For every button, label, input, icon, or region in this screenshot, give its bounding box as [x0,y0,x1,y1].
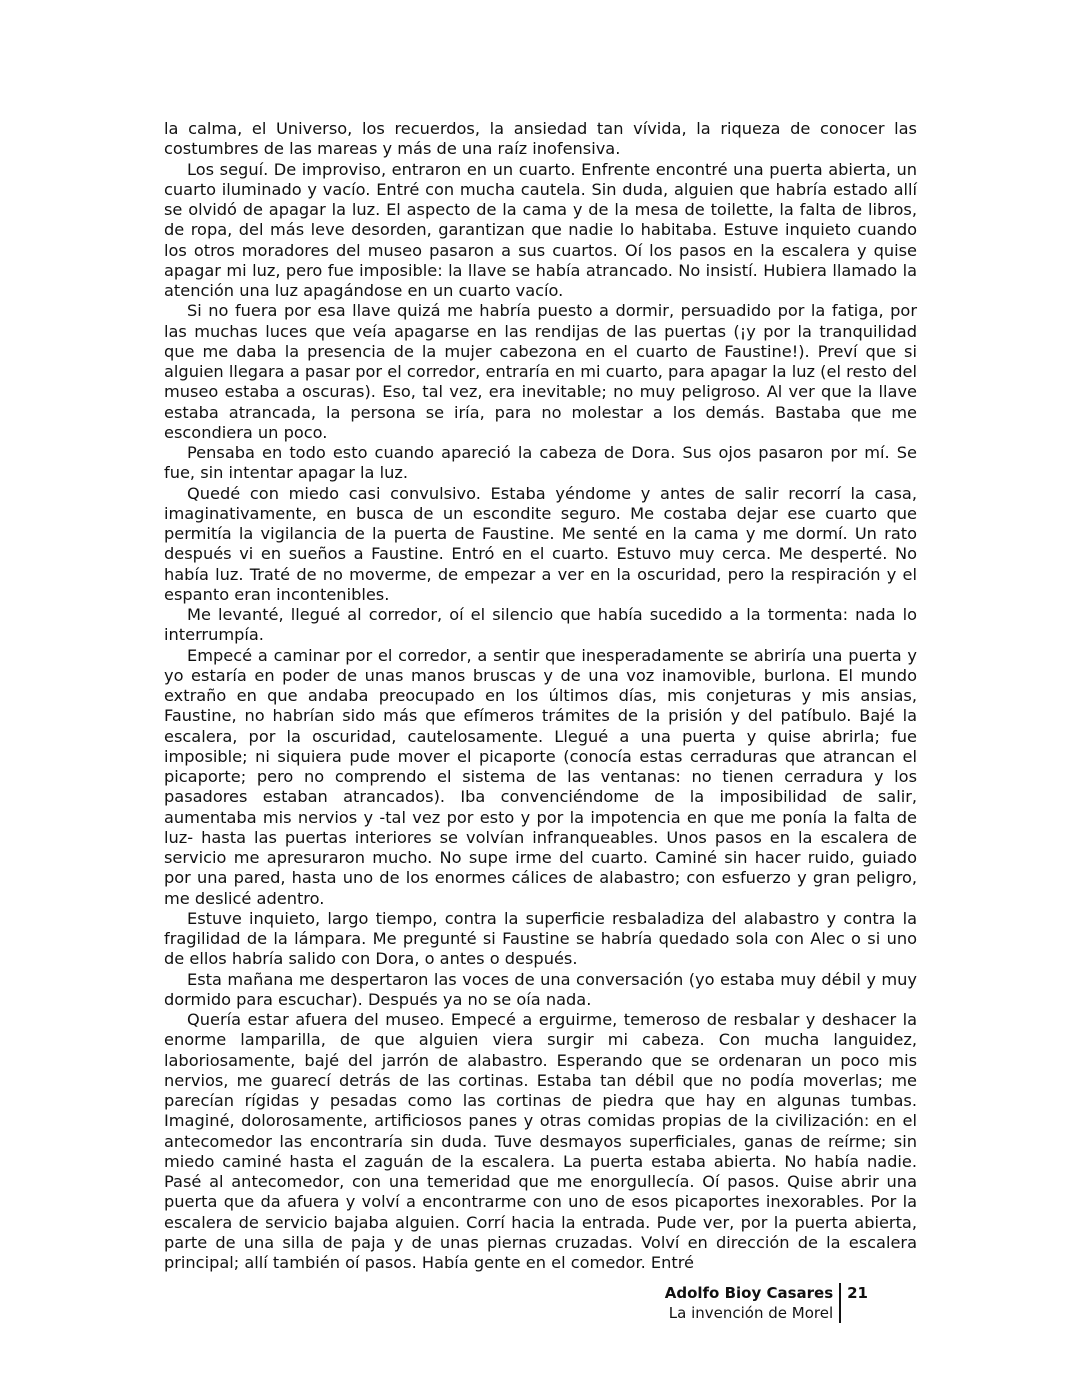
paragraph-9: Esta mañana me despertaron las voces de una conversación (yo estaba muy débil y muy dormido para escuchar). Después ya no se oía nada. [164,969,917,1009]
footer-book-title: La invención de Morel [668,1304,834,1322]
paragraph-3: Si no fuera por esa llave quizá me habría puesto a dormir, persuadido por la fatiga, por las muchas luces que veía apagarse en las rendijas de las puertas (¡y por la tranquilidad que me daba la presencia de la mujer cabezona en el cuarto de Faustine!). Preví que si alguien llegara a pasar por el corredor, entraría en mi cuarto, para apagar la luz (el resto del museo estaba a oscuras). Eso, tal vez, era inevitable; no muy peligroso. Al ver que la llave estaba atrancada, la persona se iría, para no molestar a los demás. Bastaba que me escondiera un poco. [164,301,917,442]
paragraph-5: Quedé con miedo casi convulsivo. Estaba yéndome y antes de salir recorrí la casa, imaginativamente, en busca de un escondite seguro. Me costaba dejar ese cuarto que permitía la vigilancia de la puerta de Faustine. Me senté en la cama y me dormí. Un rato después vi en sueños a Faustine. Entró en el cuarto. Estuvo muy cerca. Me desperté. No había luz. Traté de no moverme, de empezar a ver en la oscuridad, pero la respiración y el espanto eran incontenibles. [164,483,917,604]
page-footer [665,1283,868,1323]
paragraph-4: Pensaba en todo esto cuando apareció la cabeza de Dora. Sus ojos pasaron por mí. Se fue, sin intentar apagar la luz. [164,443,917,483]
paragraph-6: Me levanté, llegué al corredor, oí el silencio que había sucedido a la tormenta: nada lo interrumpía. [164,605,917,645]
paragraph-10: Quería estar afuera del museo. Empecé a erguirme, temeroso de resbalar y deshacer la enorme lamparilla, de que alguien viera surgir mi cabeza. Con mucha languidez, laboriosamente, bajé del jarrón de alabastro. Esperando que se ordenaran un poco mis nervios, me guarecí detrás de las cortinas. Estaba tan débil que no podía moverlas; me parecían rígidas y pesadas como las cortinas de piedra que hay en algunas tumbas. Imaginé, dolorosamente, artificiosos panes y otras comidas propias de la civilización: en el antecomedor las encontraría sin duda. Tuve desmayos superficiales, ganas de reírme; sin miedo caminé hasta el zaguán de la escalera. La puerta estaba abierta. No había nadie. Pasé al antecomedor, con una temeridad que me enorgullecía. Oí pasos. Quise abrir una puerta que da afuera y volví a encontrarme con uno de esos picaportes inexorables. Por la escalera de servicio bajaba alguien. Corrí hacia la entrada. Pude ver, por la puerta abierta, parte de una silla de paja y de unas piernas cruzadas. Volví en dirección de la escalera principal; allí también oí pasos. Había gente en el comedor. Entré [164,1010,917,1272]
page-number: 21 [847,1284,868,1302]
footer-author: Adolfo Bioy Casares [664,1284,834,1302]
paragraph-8: Estuve inquieto, largo tiempo, contra la superficie resbaladiza del alabastro y contra la fragilidad de la lámpara. Me pregunté si Faustine se habría quedado sola con Alec o si uno de ellos habría salido con Dora, o antes o después. [164,908,917,969]
footer-credits [665,1283,841,1323]
paragraph-2: Los seguí. De improviso, entraron en un cuarto. Enfrente encontré una puerta abierta, un cuarto iluminado y vacío. Entré con mucha cautela. Sin duda, alguien que habría estado allí se olvidó de apagar la luz. El aspecto de la cama y de la mesa de toilette, la falta de libros, de ropa, del más leve desorden, garantizan que nadie lo habitaba. Estuve inquieto cuando los otros moradores del museo pasaron a sus cuartos. Oí los pasos en la escalera y quise apagar mi luz, pero fue imposible: la llave se había atrancado. No insistí. Hubiera llamado la atención una luz apagándose en un cuarto vacío. [164,159,917,300]
body-text [164,119,917,1273]
paragraph-7: Empecé a caminar por el corredor, a sentir que inesperadamente se abriría una puerta y yo estaría en poder de unas manos bruscas y de una voz inamovible, burlona. El mundo extraño en que andaba preocupado en los últimos días, mis conjeturas y mis ansias, Faustine, no habrían sido más que efímeros trámites de la prisión y del patíbulo. Bajé la escalera, por la oscuridad, cautelosamente. Llegué a una puerta y quise abrirla; fue imposible; ni siquiera pude mover el picaporte (conocía estas cerraduras que atrancan el picaporte; pero no comprendo el sistema de las ventanas: no tienen cerradura y los pasadores estaban atrancados). Iba convenciéndome de la imposibilidad de salir, aumentaba mis nervios y -tal vez por esto y por la impotencia en que me ponía la falta de luz- hasta las puertas interiores se volvían infranqueables. Unos pasos en la escalera de servicio me apresuraron mucho. No supe irme del cuarto. Caminé sin hacer ruido, guiado por una pared, hasta uno de los enormes cálices de alabastro; con esfuerzo y gran peligro, me deslicé adentro. [164,645,917,908]
paragraph-1: la calma, el Universo, los recuerdos, la ansiedad tan vívida, la riqueza de conocer las costumbres de las mareas y más de una raíz inofensiva. [164,119,917,159]
